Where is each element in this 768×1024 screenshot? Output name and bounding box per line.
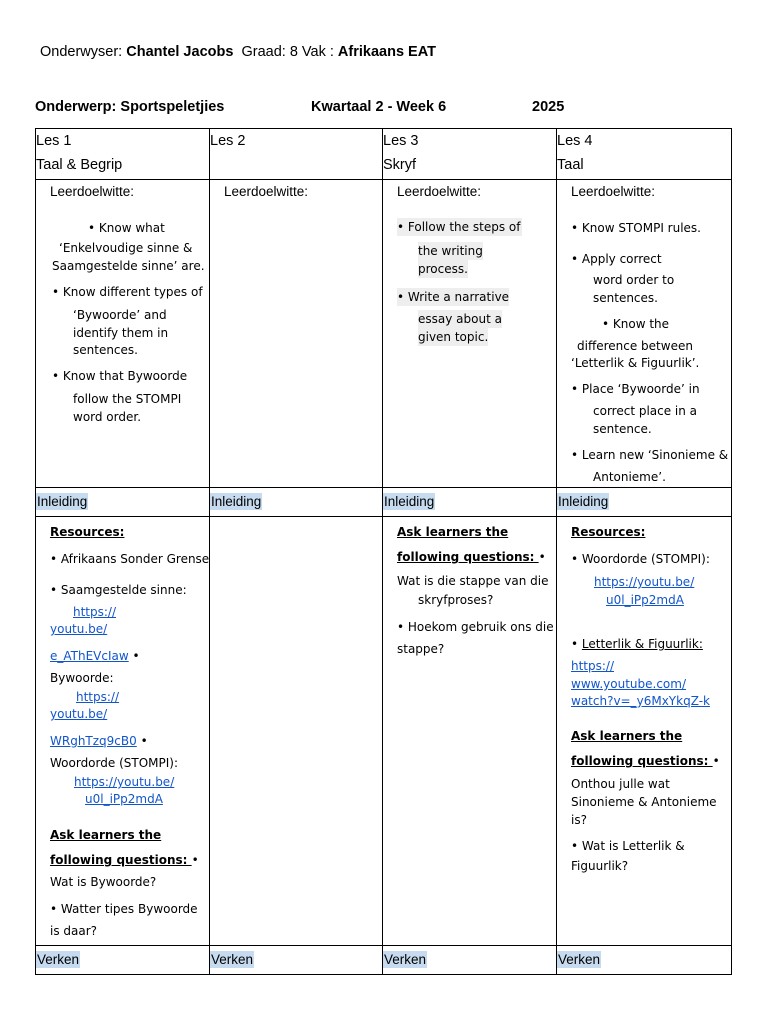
ask-heading: following questions: xyxy=(397,550,539,564)
lesson-3-objectives xyxy=(383,180,557,488)
objective-line: essay about a xyxy=(418,312,502,326)
resource-item: Letterlik & Figuurlik: xyxy=(581,637,703,651)
lesson-1-subtitle: Taal & Begrip xyxy=(36,157,123,173)
ask-heading: Ask learners the xyxy=(50,828,162,842)
lesson-plan-table xyxy=(35,128,732,975)
lesson-4-intro xyxy=(557,488,732,517)
content-row xyxy=(36,517,732,946)
objective-line: sentences. xyxy=(593,291,658,305)
question-line: stappe? xyxy=(397,642,445,656)
objective-line: sentences. xyxy=(73,343,138,357)
objectives-label: Leerdoelwitte: xyxy=(50,184,135,199)
resource-link[interactable]: u0l_iPp2mdA xyxy=(85,792,163,806)
lesson-2-header xyxy=(210,129,383,180)
resource-link[interactable]: WRghTzq9cB0 xyxy=(50,734,137,748)
question-line: • Hoekom gebruik ons die xyxy=(397,620,554,634)
lesson-header-row xyxy=(36,129,732,180)
question-line: • Wat is Letterlik & xyxy=(571,839,685,853)
ask-heading: following questions: xyxy=(571,754,713,768)
lesson-2-objectives xyxy=(210,180,383,488)
ask-heading: Ask learners the xyxy=(571,729,683,743)
bullet-text: • xyxy=(712,754,720,768)
intro-row xyxy=(36,488,732,517)
lesson-2-explore xyxy=(210,946,383,975)
lesson-1-intro xyxy=(36,488,210,517)
objective-line: word order. xyxy=(73,410,142,424)
lesson-1-content xyxy=(36,517,210,946)
lesson-1-title: Les 1 xyxy=(36,133,72,149)
year: 2025 xyxy=(532,99,565,115)
lesson-4-header xyxy=(557,129,732,180)
resource-link[interactable]: u0l_iPp2mdA xyxy=(606,593,684,607)
explore-label: Verken xyxy=(211,952,254,967)
resource-link[interactable]: youtu.be/ xyxy=(50,622,108,636)
resource-link[interactable]: www.youtube.com/ xyxy=(571,677,687,691)
intro-label: Inleiding xyxy=(384,494,435,509)
bullet-text: • xyxy=(571,637,582,651)
objective-line: difference between xyxy=(577,339,693,353)
lesson-3-explore xyxy=(383,946,557,975)
grade-subject-label: Graad: 8 Vak : xyxy=(241,44,334,60)
objective-line: sentence. xyxy=(593,422,652,436)
question-line: Onthou julle wat xyxy=(571,777,670,791)
objective-line: • Apply correct xyxy=(571,252,662,266)
objective-line: • Write a narrative xyxy=(397,290,510,304)
lesson-2-title: Les 2 xyxy=(210,133,246,149)
bullet-text: • xyxy=(538,550,546,564)
resource-item: • Woordorde (STOMPI): xyxy=(571,552,710,566)
objective-line: ‘Enkelvoudige sinne & xyxy=(59,241,193,255)
objective-line: • Know STOMPI rules. xyxy=(571,221,701,235)
resource-link[interactable]: https://youtu.be/ xyxy=(74,775,175,789)
objective-line: • Know the xyxy=(602,317,670,331)
objective-line: follow the STOMPI xyxy=(73,392,182,406)
resource-link[interactable]: youtu.be/ xyxy=(50,707,108,721)
resource-item: Woordorde (STOMPI): xyxy=(50,756,178,770)
lesson-4-content xyxy=(557,517,732,946)
question-line: Wat is Bywoorde? xyxy=(50,875,157,889)
teacher-label: Onderwyser: xyxy=(40,44,123,60)
question-line: • Watter tipes Bywoorde xyxy=(50,902,198,916)
objective-line: Antonieme’. xyxy=(593,470,666,484)
objective-line: Saamgestelde sinne’ are. xyxy=(52,259,205,273)
question-line: is? xyxy=(571,813,587,827)
objectives-row xyxy=(36,180,732,488)
teacher-header xyxy=(40,44,436,60)
lesson-1-explore xyxy=(36,946,210,975)
resource-link[interactable]: e_AThEVcIaw xyxy=(50,649,129,663)
lesson-3-header xyxy=(383,129,557,180)
bullet-text: • xyxy=(128,649,140,663)
resource-item: • Saamgestelde sinne: xyxy=(50,583,187,597)
objective-line: • Know that Bywoorde xyxy=(52,369,188,383)
question-line: Sinonieme & Antonieme xyxy=(571,795,717,809)
lesson-3-title: Les 3 xyxy=(383,133,419,149)
objective-line: correct place in a xyxy=(593,404,698,418)
objectives-label: Leerdoelwitte: xyxy=(224,184,309,199)
lesson-4-objectives xyxy=(557,180,732,488)
objective-line: • Know different types of xyxy=(52,285,203,299)
lesson-3-intro xyxy=(383,488,557,517)
objective-line: word order to xyxy=(593,273,675,287)
lesson-1-header xyxy=(36,129,210,180)
objective-line: • Follow the steps of xyxy=(397,220,521,234)
intro-label: Inleiding xyxy=(558,494,609,509)
ask-heading: following questions: xyxy=(50,853,192,867)
lesson-4-subtitle: Taal xyxy=(557,157,584,173)
objective-line: identify them in xyxy=(73,326,169,340)
lesson-4-title: Les 4 xyxy=(557,133,593,149)
explore-label: Verken xyxy=(37,952,80,967)
objective-line: ‘Letterlik & Figuurlik’. xyxy=(571,356,700,370)
lesson-2-intro xyxy=(210,488,383,517)
question-line: Wat is die stappe van die xyxy=(397,574,549,588)
objective-line: • Know what xyxy=(88,221,165,235)
teacher-name: Chantel Jacobs xyxy=(126,44,234,60)
explore-row xyxy=(36,946,732,975)
intro-label: Inleiding xyxy=(37,494,88,509)
resources-heading: Resources: xyxy=(50,525,125,539)
resource-link[interactable]: https:// xyxy=(76,690,120,704)
term-week: Kwartaal 2 - Week 6 xyxy=(311,99,447,115)
bullet-text: • xyxy=(136,734,148,748)
bullet-text: • xyxy=(191,853,199,867)
resource-link[interactable]: https://youtu.be/ xyxy=(594,575,695,589)
objective-line: ‘Bywoorde’ and xyxy=(73,308,167,322)
lesson-3-subtitle: Skryf xyxy=(383,157,417,173)
subject-name: Afrikaans EAT xyxy=(337,44,436,60)
topic-title: Onderwerp: Sportspeletjies xyxy=(35,99,225,115)
lesson-1-objectives xyxy=(36,180,210,488)
objective-line: process. xyxy=(418,262,468,276)
lesson-2-content xyxy=(210,517,383,946)
objective-line: • Place ‘Bywoorde’ in xyxy=(571,382,700,396)
explore-label: Verken xyxy=(558,952,601,967)
question-line: Figuurlik? xyxy=(571,859,629,873)
resource-link[interactable]: https:// xyxy=(73,605,117,619)
resource-link[interactable]: https:// xyxy=(571,659,615,673)
question-line: is daar? xyxy=(50,924,98,938)
resource-item: Bywoorde: xyxy=(50,671,114,685)
objective-line: • Learn new ‘Sinonieme & xyxy=(571,448,729,462)
objective-line: given topic. xyxy=(418,330,489,344)
resources-heading: Resources: xyxy=(571,525,646,539)
lesson-4-explore xyxy=(557,946,732,975)
objectives-label: Leerdoelwitte: xyxy=(571,184,656,199)
lesson-3-content xyxy=(383,517,557,946)
resource-link[interactable]: watch?v=_y6MxYkqZ-k xyxy=(571,694,710,708)
objective-line: the writing xyxy=(418,244,483,258)
question-line: skryfproses? xyxy=(418,593,494,607)
ask-heading: Ask learners the xyxy=(397,525,509,539)
explore-label: Verken xyxy=(384,952,427,967)
objectives-label: Leerdoelwitte: xyxy=(397,184,482,199)
intro-label: Inleiding xyxy=(211,494,262,509)
resource-item: • Afrikaans Sonder Grense xyxy=(50,552,210,566)
